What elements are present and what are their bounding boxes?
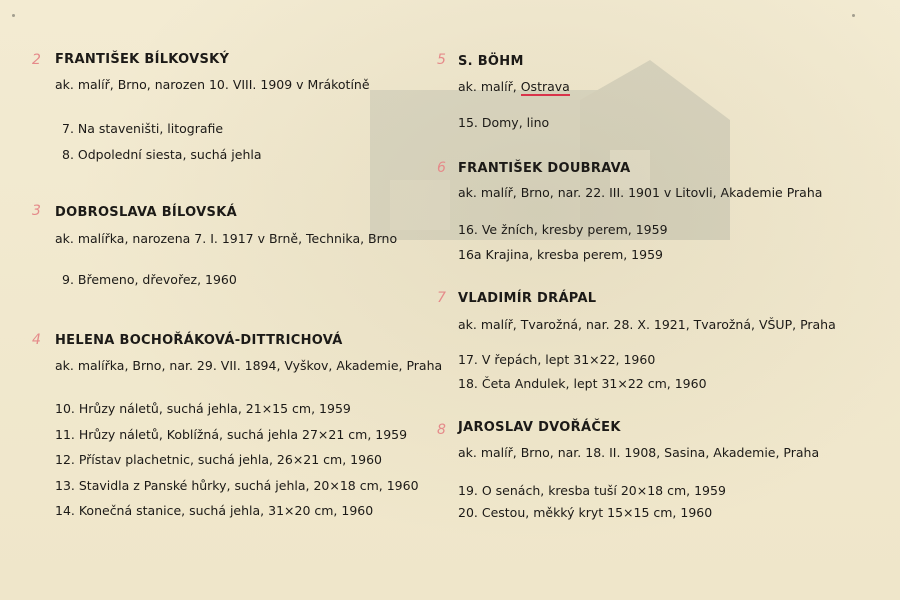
artist-description: ak. malíř, Brno, nar. 22. III. 1901 v Litovli, Akademie Praha [458,185,823,200]
handwritten-number: 2 [32,52,41,68]
artist-name: FRANTIŠEK DOUBRAVA [458,161,631,176]
handwritten-number: 7 [437,290,446,306]
artwork-item: 12. Přístav plachetnic, suchá jehla, 26×21 cm, 1960 [55,452,382,467]
handwritten-number: 6 [437,160,446,176]
artist-description: ak. malíř, Brno, nar. 18. II. 1908, Sasina, Akademie, Praha [458,445,820,460]
artist-description [458,79,570,94]
artwork-item: 9. Břemeno, dřevořez, 1960 [62,272,237,287]
underlined-city: Ostrava [520,79,570,94]
artwork-item: 20. Cestou, měkký kryt 15×15 cm, 1960 [458,505,713,520]
artwork-item: 17. V řepách, lept 31×22, 1960 [458,352,656,367]
artwork-item: 11. Hrůzy náletů, Koblížná, suchá jehla 27×21 cm, 1959 [55,427,408,442]
artist-name: VLADIMÍR DRÁPAL [458,291,597,306]
artist-description: ak. malíř, Brno, narozen 10. VIII. 1909 v Mrákotíně [55,77,370,92]
artwork-item: 18. Četa Andulek, lept 31×22 cm, 1960 [458,376,707,391]
artist-name: S. BÖHM [458,54,524,69]
artist-name: HELENA BOCHOŘÁKOVÁ-DITTRICHOVÁ [55,333,343,348]
artwork-item: 7. Na staveništi, litografie [62,121,224,136]
artist-description: ak. malíř, Tvarožná, nar. 28. X. 1921, Tvarožná, VŠUP, Praha [458,317,836,332]
handwritten-number: 4 [32,332,41,348]
artist-name: DOBROSLAVA BÍLOVSKÁ [55,205,237,220]
artist-description-prefix: ak. malíř, [458,79,521,94]
artwork-item: 15. Domy, lino [458,115,550,130]
artwork-item: 8. Odpolední siesta, suchá jehla [62,147,262,162]
handwritten-number: 5 [437,52,446,68]
artist-description: ak. malířka, Brno, nar. 29. VII. 1894, Vyškov, Akademie, Praha [55,358,443,373]
artwork-item: 19. O senách, kresba tuší 20×18 cm, 1959 [458,483,726,498]
handwritten-number: 8 [437,422,446,438]
artist-description: ak. malířka, narozena 7. I. 1917 v Brně, Technika, Brno [55,231,398,246]
artwork-item: 13. Stavidla z Panské hůrky, suchá jehla, 20×18 cm, 1960 [55,478,419,493]
artist-name: JAROSLAV DVOŘÁČEK [458,420,621,435]
artwork-item: 16. Ve žních, kresby perem, 1959 [458,222,668,237]
paper-speck [852,14,855,17]
artwork-item: 14. Konečná stanice, suchá jehla, 31×20 cm, 1960 [55,503,374,518]
artwork-item: 16a Krajina, kresba perem, 1959 [458,247,663,262]
handwritten-number: 3 [32,203,41,219]
artwork-item: 10. Hrůzy náletů, suchá jehla, 21×15 cm, 1959 [55,401,351,416]
paper-speck [12,14,15,17]
artist-name: FRANTIŠEK BÍLKOVSKÝ [55,52,230,67]
